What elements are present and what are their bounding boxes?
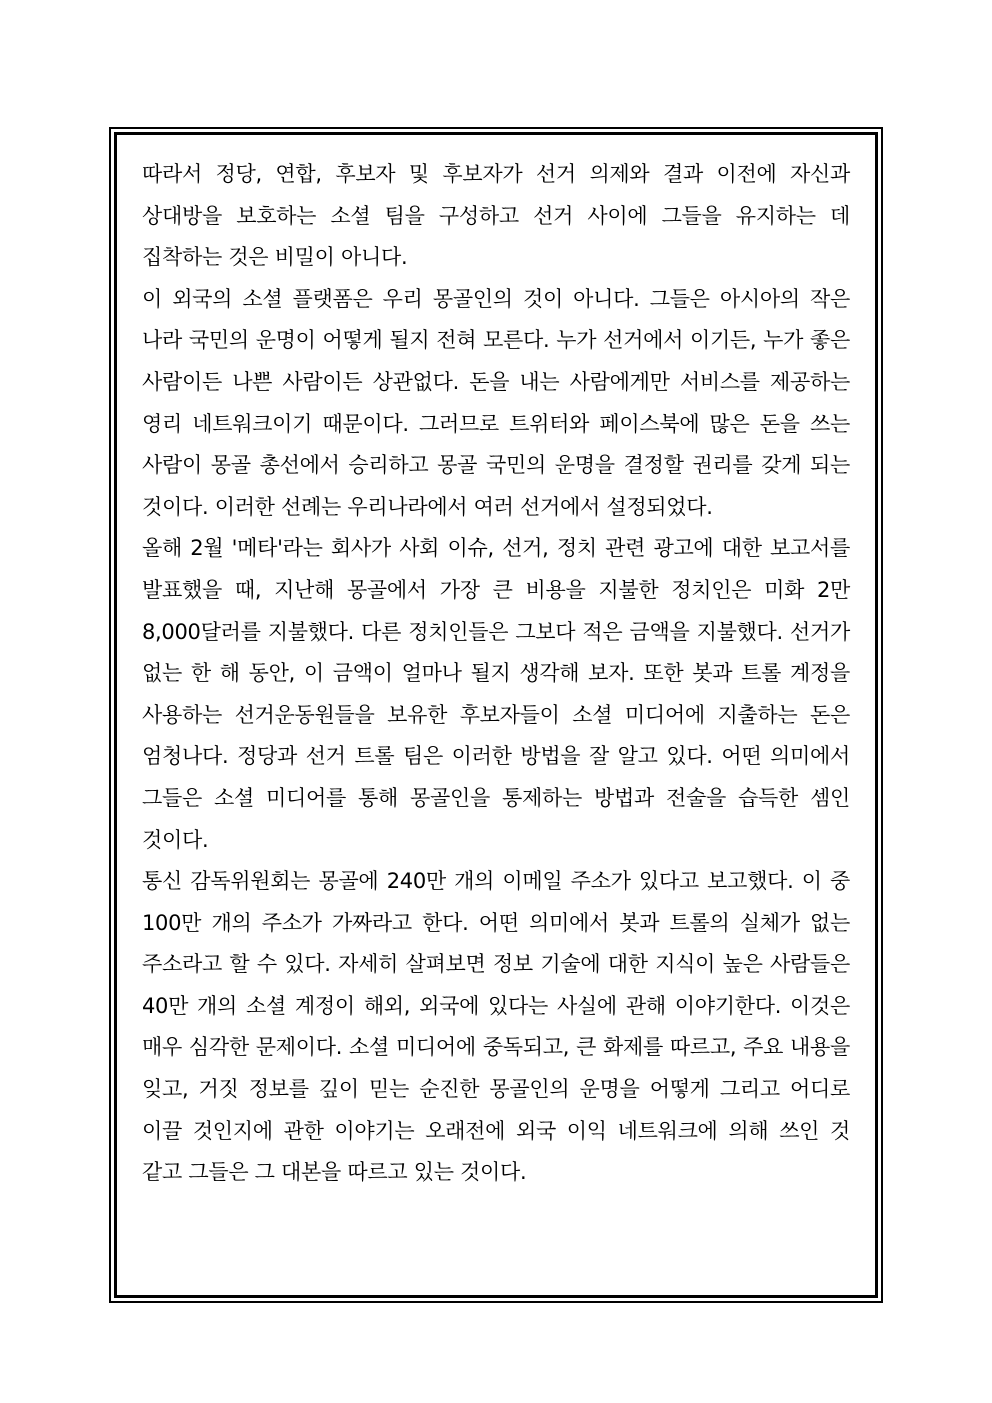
article-body: [142, 154, 850, 1194]
paragraph-1: 따라서 정당, 연합, 후보자 및 후보자가 선거 의제와 결과 이전에 자신과 상대방을 보호하는 소셜 팀을 구성하고 선거 사이에 그들을 유지하는 데 집착하는 것은 비밀이 아니다.: [142, 162, 850, 270]
text-box-outer-border: [109, 127, 883, 1303]
paragraph-2: 이 외국의 소셜 플랫폼은 우리 몽골인의 것이 아니다. 그들은 아시아의 작은 나라 국민의 운명이 어떻게 될지 전혀 모른다. 누가 선거에서 이기든, 누가 좋은 사람이든 나쁜 사람이든 상관없다. 돈을 내는 사람에게만 서비스를 제공하는 영리 네트워크이기 때문이다. 그러므로 트위터와 페이스북에 많은 돈을 쓰는 사람이 몽골 총선에서 승리하고 몽골 국민의 운명을 결정할 권리를 갖게 되는 것이다. 이러한 선례는 우리나라에서 여러 선거에서 설정되었다.: [142, 286, 850, 519]
paragraph-3: 올해 2월 '메타'라는 회사가 사회 이슈, 선거, 정치 관련 광고에 대한 보고서를 발표했을 때, 지난해 몽골에서 가장 큰 비용을 지불한 정치인은 미화 2만 8,000달러를 지불했다. 다른 정치인들은 그보다 적은 금액을 지불했다. 선거가 없는 한 해 동안, 이 금액이 얼마나 될지 생각해 보자. 또한 봇과 트롤 계정을 사용하는 선거운동원들을 보유한 후보자들이 소셜 미디어에 지출하는 돈은 엄청나다. 정당과 선거 트롤 팀은 이러한 방법을 잘 알고 있다. 어떤 의미에서 그들은 소셜 미디어를 통해 몽골인을 통제하는 방법과 전술을 습득한 셈인 것이다.: [142, 536, 850, 852]
paragraph-4: 통신 감독위원회는 몽골에 240만 개의 이메일 주소가 있다고 보고했다. 이 중 100만 개의 주소가 가짜라고 한다. 어떤 의미에서 봇과 트롤의 실체가 없는 주소라고 할 수 있다. 자세히 살펴보면 정보 기술에 대한 지식이 높은 사람들은 40만 개의 소셜 계정이 해외, 외국에 있다는 사실에 관해 이야기한다. 이것은 매우 심각한 문제이다. 소셜 미디어에 중독되고, 큰 화제를 따르고, 주요 내용을 잊고, 거짓 정보를 깊이 믿는 순진한 몽골인의 운명을 어떻게 그리고 어디로 이끌 것인지에 관한 이야기는 오래전에 외국 이익 네트워크에 의해 쓰인 것 같고 그들은 그 대본을 따르고 있는 것이다.: [142, 869, 850, 1185]
